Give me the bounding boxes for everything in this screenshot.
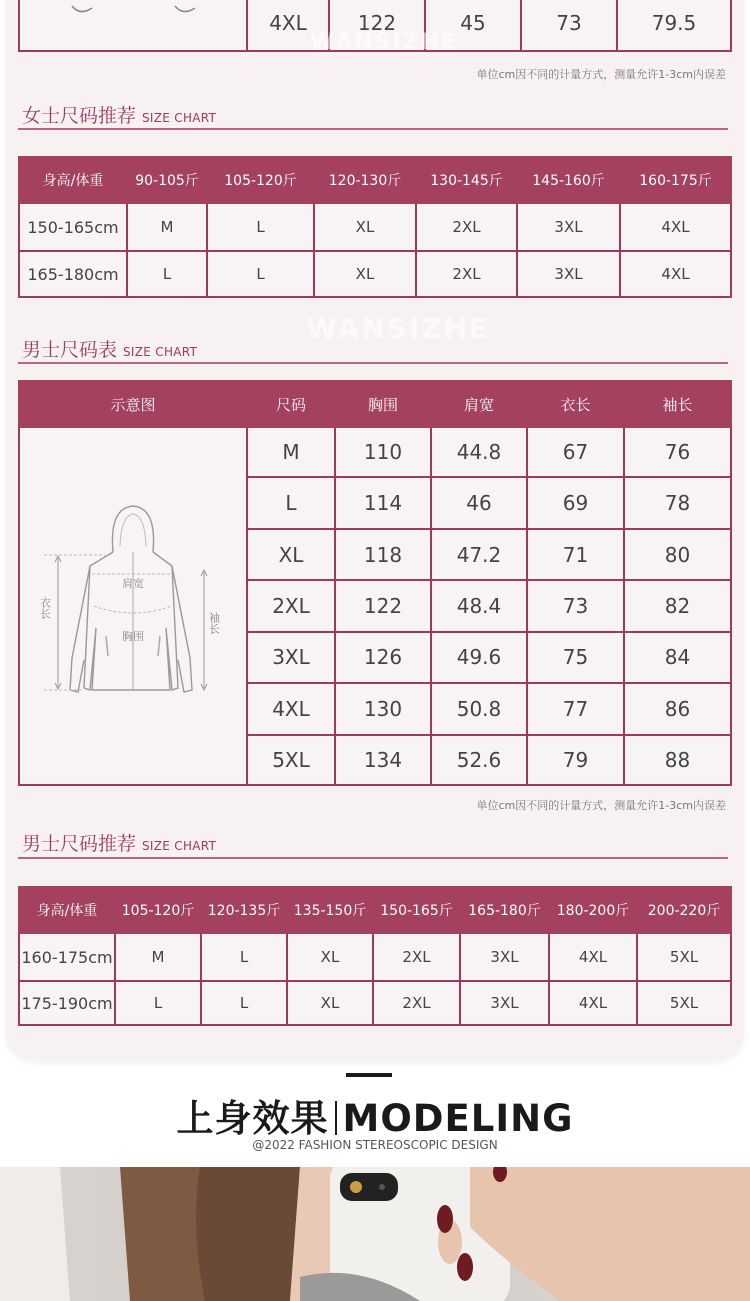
table-cell: L: [127, 251, 207, 297]
table-cell: 4XL: [620, 203, 731, 251]
table-cell: 4XL: [549, 981, 637, 1025]
table-cell: 5XL: [247, 735, 335, 785]
table-row: [19, 981, 731, 1025]
modeling-title: [0, 1088, 750, 1142]
table-cell: 114: [335, 477, 431, 528]
table-cell: 3XL: [460, 981, 549, 1025]
table-cell: L: [207, 203, 314, 251]
table-cell: 5XL: [637, 933, 731, 981]
men-chart-header: 胸围: [335, 381, 431, 427]
women-rec-title: [22, 101, 216, 128]
diagram-label-length: 衣长: [38, 597, 52, 619]
diagram-label-sleeve: 袖长: [207, 612, 221, 634]
table-cell: 2XL: [373, 933, 460, 981]
women-rec-rule: [18, 128, 728, 130]
top-size-cell: 4XL: [247, 0, 329, 51]
table-cell: 82: [624, 580, 731, 631]
table-cell: 126: [335, 632, 431, 683]
table-cell: XL: [314, 203, 416, 251]
top-length-cell: 73: [521, 0, 617, 51]
table-cell: 130: [335, 683, 431, 734]
men-rec-title-en: SIZE CHART: [142, 839, 217, 853]
women-rec-title-en: SIZE CHART: [142, 111, 217, 125]
table-cell: 134: [335, 735, 431, 785]
table-cell: L: [247, 477, 335, 528]
measure-note-1: 单位cm因不同的计量方式，测量允许1-3cm内误差: [476, 68, 726, 81]
table-cell: 88: [624, 735, 731, 785]
men-rec-header: 135-150斤: [287, 887, 373, 933]
table-cell: 46: [431, 477, 527, 528]
table-cell: 3XL: [517, 251, 620, 297]
men-rec-title-cn: 男士尺码推荐: [22, 833, 137, 855]
top-sleeve-cell: 79.5: [617, 0, 731, 51]
men-rec-table: [18, 886, 732, 1026]
table-cell: 71: [527, 529, 624, 580]
men-chart-title: [22, 335, 197, 362]
table-cell: 73: [527, 580, 624, 631]
table-cell: 79: [527, 735, 624, 785]
women-rec-header: 130-145斤: [416, 157, 517, 203]
table-cell: 4XL: [549, 933, 637, 981]
model-photo: [0, 1167, 750, 1301]
table-cell: 3XL: [247, 632, 335, 683]
table-row: [19, 427, 731, 477]
women-rec-header: 105-120斤: [207, 157, 314, 203]
table-cell: 44.8: [431, 427, 527, 477]
table-row: [19, 933, 731, 981]
table-cell: 69: [527, 477, 624, 528]
women-rec-header: 145-160斤: [517, 157, 620, 203]
men-rec-header: 105-120斤: [115, 887, 201, 933]
men-rec-header: 180-200斤: [549, 887, 637, 933]
men-chart-header: 肩宽: [431, 381, 527, 427]
table-cell: 84: [624, 632, 731, 683]
men-rec-title: [22, 829, 216, 856]
table-row: [19, 251, 731, 297]
table-cell: 3XL: [517, 203, 620, 251]
women-rec-table: [18, 156, 732, 298]
table-cell: 4XL: [620, 251, 731, 297]
men-chart-header: 示意图: [19, 381, 247, 427]
jacket-diagram-icon: [20, 428, 246, 784]
table-cell: 47.2: [431, 529, 527, 580]
table-cell: 3XL: [460, 933, 549, 981]
men-rec-header: 165-180斤: [460, 887, 549, 933]
table-cell: XL: [287, 933, 373, 981]
men-size-table: [18, 380, 732, 786]
women-rec-header: 身高/体重: [19, 157, 127, 203]
table-cell: XL: [287, 981, 373, 1025]
table-cell: 49.6: [431, 632, 527, 683]
table-cell: 67: [527, 427, 624, 477]
modeling-subtitle: @2022 FASHION STEREOSCOPIC DESIGN: [252, 1138, 498, 1152]
diagram-label-chest: 胸围: [122, 630, 144, 643]
table-cell: 4XL: [247, 683, 335, 734]
men-rec-header: 150-165斤: [373, 887, 460, 933]
table-cell: 110: [335, 427, 431, 477]
women-rec-title-cn: 女士尺码推荐: [22, 105, 137, 127]
table-cell: XL: [247, 529, 335, 580]
modeling-title-en: MODELING: [342, 1097, 574, 1140]
table-cell: L: [207, 251, 314, 297]
table-cell: 2XL: [373, 981, 460, 1025]
table-cell: 2XL: [247, 580, 335, 631]
top-diagram-cell: [19, 0, 247, 51]
measure-note-2: 单位cm因不同的计量方式，测量允许1-3cm内误差: [476, 799, 726, 812]
men-chart-header: 袖长: [624, 381, 731, 427]
jacket-partial-icon: [20, 4, 247, 24]
men-chart-title-en: SIZE CHART: [123, 345, 198, 359]
table-cell: 80: [624, 529, 731, 580]
table-cell: L: [201, 981, 287, 1025]
table-cell: 5XL: [637, 981, 731, 1025]
table-cell: 48.4: [431, 580, 527, 631]
top-shoulder-cell: 45: [425, 0, 521, 51]
table-cell: 160-175cm: [19, 933, 115, 981]
top-chest-cell: 122: [329, 0, 425, 51]
men-chart-title-cn: 男士尺码表: [22, 339, 118, 361]
watermark: WANSIZHE: [306, 312, 491, 345]
table-cell: 2XL: [416, 251, 517, 297]
men-chart-header: 尺码: [247, 381, 335, 427]
table-cell: 50.8: [431, 683, 527, 734]
watermark: WANSIZHE: [310, 30, 459, 55]
men-chart-header: 衣长: [527, 381, 624, 427]
table-cell: 76: [624, 427, 731, 477]
men-rec-header: 120-135斤: [201, 887, 287, 933]
women-rec-header: 160-175斤: [620, 157, 731, 203]
modeling-bar: [346, 1073, 392, 1077]
table-cell: XL: [314, 251, 416, 297]
table-cell: 150-165cm: [19, 203, 127, 251]
table-cell: 78: [624, 477, 731, 528]
jacket-diagram-cell: [19, 427, 247, 785]
modeling-title-cn: 上身效果: [176, 1097, 329, 1140]
table-cell: 77: [527, 683, 624, 734]
table-cell: M: [247, 427, 335, 477]
table-cell: M: [127, 203, 207, 251]
table-cell: 165-180cm: [19, 251, 127, 297]
table-cell: 118: [335, 529, 431, 580]
women-rec-header: 90-105斤: [127, 157, 207, 203]
table-cell: 75: [527, 632, 624, 683]
table-cell: 86: [624, 683, 731, 734]
diagram-label-shoulder: 肩宽: [122, 577, 144, 590]
table-cell: 52.6: [431, 735, 527, 785]
table-cell: 175-190cm: [19, 981, 115, 1025]
table-cell: L: [115, 981, 201, 1025]
men-rec-header: 身高/体重: [19, 887, 115, 933]
table-cell: 122: [335, 580, 431, 631]
men-rec-header: 200-220斤: [637, 887, 731, 933]
women-rec-header: 120-130斤: [314, 157, 416, 203]
men-chart-rule: [18, 362, 728, 364]
table-row: [19, 203, 731, 251]
men-rec-rule: [18, 857, 728, 859]
modeling-separator: [335, 1101, 337, 1135]
table-cell: 2XL: [416, 203, 517, 251]
table-cell: M: [115, 933, 201, 981]
table-cell: L: [201, 933, 287, 981]
